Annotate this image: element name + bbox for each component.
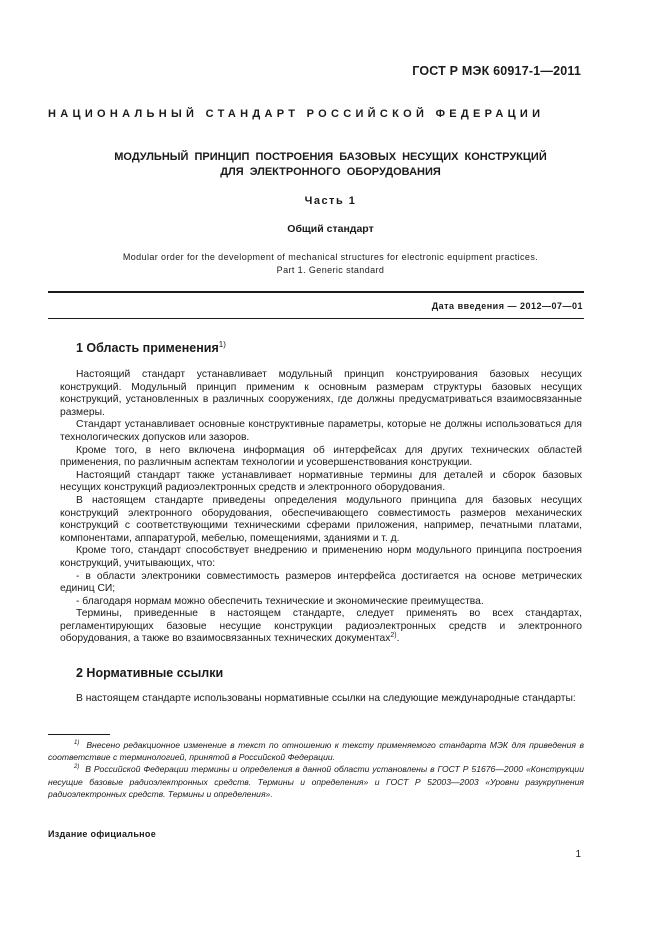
section-1-heading-text: 1 Область применения bbox=[76, 341, 219, 355]
footnote-divider bbox=[48, 734, 110, 735]
list-item: - благодаря нормам можно обеспечить технические и экономические преимущества. bbox=[76, 595, 484, 607]
title-line-2: ДЛЯ ЭЛЕКТРОННОГО ОБОРУДОВАНИЯ bbox=[220, 166, 441, 178]
document-subtitle: Общий стандарт bbox=[287, 223, 374, 235]
list-item: - в области электроники совместимость размеров интерфейса достигается на основе метрических единиц СИ; bbox=[60, 570, 582, 595]
paragraph: В настоящем стандарте использованы нормативные ссылки на следующие международные стандарты: bbox=[76, 693, 576, 704]
section-2-body bbox=[60, 693, 582, 706]
section-2-heading: 2 Нормативные ссылки bbox=[76, 666, 224, 680]
footnote-1 bbox=[48, 739, 584, 763]
paragraph-end: . bbox=[396, 633, 400, 645]
official-edition-label: Издание официальное bbox=[48, 829, 157, 839]
section-1-body bbox=[60, 369, 582, 646]
paragraph: Настоящий стандарт также устанавливает нормативные термины для деталей и сборок базовых несущих конструкций радиоэлектронных средств и электронного оборудования. bbox=[60, 469, 582, 494]
footnote-ref-2: 2) bbox=[390, 632, 397, 640]
footnote-2 bbox=[48, 763, 584, 800]
divider-thick bbox=[48, 291, 584, 293]
title-line-1: МОДУЛЬНЫЙ ПРИНЦИП ПОСТРОЕНИЯ БАЗОВЫХ НЕСУЩИХ КОНСТРУКЦИЙ bbox=[114, 151, 547, 163]
introduction-date: Дата введения — 2012—07—01 bbox=[431, 301, 583, 311]
national-standard-banner: НАЦИОНАЛЬНЫЙ СТАНДАРТ РОССИЙСКОЙ ФЕДЕРАЦИИ bbox=[48, 108, 545, 120]
footnote-ref-1: 1) bbox=[218, 340, 226, 349]
english-title bbox=[60, 251, 601, 277]
footnote-1-text: Внесено редакционное изменение в текст по отношению к тексту применяемого стандарта МЭК для приведения в соответствие с терминологией, принятой в Российской Федерации. bbox=[48, 740, 584, 763]
paragraph: Настоящий стандарт устанавливает модульный принцип конструирования базовых несущих конструкций. Модульный принцип применим к основным размерам структуры базовых несущих конструкций, установленных в различных сооружениях, где должны предусматриваться взаимосвязанные размеры. bbox=[60, 369, 582, 418]
paragraph: В настоящем стандарте приведены определения модульного принципа для базовых несущих конструкций электронного оборудования, обеспечивающего совместимость размеров механических конструкций с соответствующими техническими сферами приложения, например, печатными платами, компонентами, аппаратурой, мебелью, помещениями, зданиями и т. д. bbox=[60, 494, 582, 544]
standard-code: ГОСТ Р МЭК 60917-1—2011 bbox=[412, 64, 581, 78]
footnotes bbox=[48, 739, 584, 800]
paragraph: Кроме того, в него включена информация об интерфейсах для других технических областей применения, по различным аспектам технологии и усовершенствования конструкции. bbox=[60, 444, 582, 469]
part-number: Часть 1 bbox=[304, 195, 357, 207]
paragraph bbox=[60, 608, 582, 646]
paragraph: Кроме того, стандарт способствует внедрению и применению норм модульного принципа построения конструкций, учитывающих, что: bbox=[60, 545, 582, 569]
footnote-2-text: В Российской Федерации термины и определения в данной области установлены в ГОСТ Р 51676—2000 «Конструкции несущие базовые радиоэлектронных средств. Термины и определения» и ГОСТ Р 52003—2003 «Уровни разукрупнения радиоэлектронных средств. Термины и определения». bbox=[48, 764, 584, 799]
paragraph-text: Термины, приведенные в настоящем стандарте, следует применять во всех стандартах, регламентирующих базовые несущие конструкции радиоэлектронных средств и электронного оборудования, а также во взаимосвязанных технических документах bbox=[60, 608, 582, 645]
document-title bbox=[60, 150, 601, 180]
footnote-2-mark: 2) bbox=[74, 764, 80, 771]
page-number: 1 bbox=[575, 849, 581, 860]
paragraph: Стандарт устанавливает основные конструктивные параметры, которые не должны использоваться для технологических допусков или зазоров. bbox=[60, 419, 582, 443]
footnote-1-mark: 1) bbox=[74, 740, 80, 746]
english-title-line-1: Modular order for the development of mechanical structures for electronic equipment practices. bbox=[122, 252, 539, 262]
section-1-heading bbox=[76, 340, 226, 355]
divider-thin bbox=[48, 318, 584, 319]
english-title-line-2: Part 1. Generic standard bbox=[276, 265, 385, 275]
